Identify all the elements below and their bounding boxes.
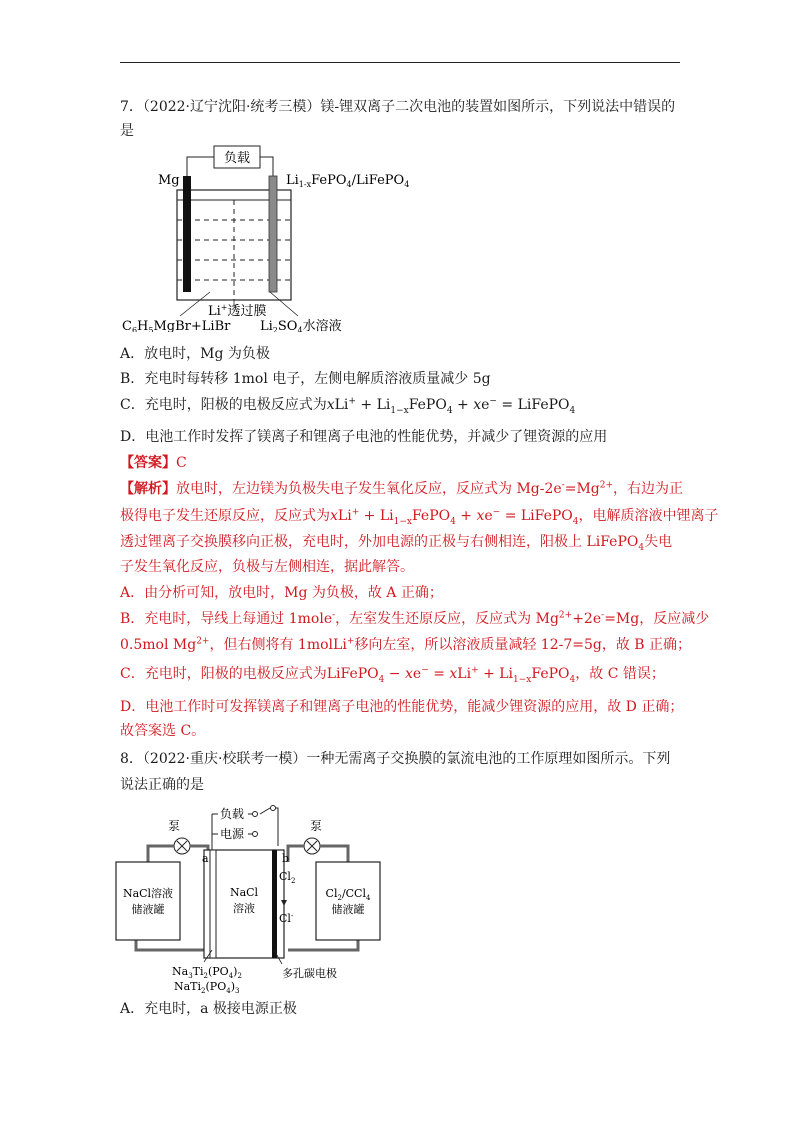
q7-option-c: C．充电时，阳极的电极反应式为$xLi^+ + Li_{1-x}FePO_4 + xe^-$ = LiFePO$_4$ xyxy=(120,396,576,416)
q7-right-solution-label: $Li_2SO_4$水溶液 xyxy=(260,319,342,332)
q8-middle-line1: NaCl xyxy=(229,886,259,899)
q7-stem-line2: 是 xyxy=(120,123,134,139)
q7-right-electrode-label: $Li_{1-x}FePO_4/LiFePO_4$ xyxy=(286,173,410,189)
q7-battery-diagram xyxy=(120,142,420,332)
q8-right-tank-line2: 储液罐 xyxy=(331,903,365,916)
q7-solution-c: C．充电时，阳极的电极反应式为LiFePO$_4$ − $xe^- = xLi^+ + Li_{1-x}FePO_4$，故 C 错误； xyxy=(120,665,665,685)
q7-load-label: 负载 xyxy=(223,151,251,166)
q8-stem-line2: 说法正确的是 xyxy=(120,777,204,793)
q8-pump-right-label: 泵 xyxy=(310,819,323,833)
q7-solution-d2: 故答案选 C。 xyxy=(120,723,206,739)
q8-load-label: 负载 xyxy=(220,807,245,821)
q7-analysis-line4: 子发生氧化反应，负极与左侧相连，据此解答。 xyxy=(120,559,414,575)
q7-left-solution-label: $C_6H_5MgBr+LiBr$ xyxy=(122,319,231,332)
q8-left-tank-line1: NaCl溶液 xyxy=(122,887,174,900)
q8-middle-line2: 溶液 xyxy=(233,902,255,915)
q8-left-electrode-line1: $Na_3Ti_2(PO_4)_2$ xyxy=(172,965,242,980)
answer-value: C xyxy=(176,455,187,471)
q7-membrane-label: Li+透过膜 xyxy=(208,303,267,319)
analysis-label: 【解析】 xyxy=(120,481,176,497)
q7-answer xyxy=(120,454,688,472)
q8-option-a: A．充电时，a 极接电源正极 xyxy=(120,1001,297,1017)
header-rule xyxy=(120,62,680,63)
q7-solution-d1: D．电池工作时可发挥镁离子和锂离子电池的性能优势，能减少锂资源的应用，故 D 正确； xyxy=(120,699,684,715)
q8-cl2-label: $Cl_2$ xyxy=(279,870,296,885)
q7-mg-label: Mg xyxy=(158,173,180,188)
q7-option-c-prefix: C．充电时，阳极的电极反应式为 xyxy=(120,397,327,413)
q7-stem-line1: 7．（2022·辽宁沈阳·统考三模）镁-锂双离子二次电池的装置如图所示，下列说法中错误的 xyxy=(120,99,676,115)
q7-option-d: D．电池工作时发挥了镁离子和锂离子电池的性能优势，并减少了锂资源的应用 xyxy=(120,429,608,445)
q8-right-tank-line1: $Cl_2/CCl_4$ xyxy=(325,887,371,902)
q7-analysis-line2: 极得电子发生还原反应，反应式为$xLi^+ + Li_{1-x}FePO_4 + xe^-$ = LiFePO$_4$，电解质溶液中锂离子 xyxy=(120,507,719,527)
q8-label-a: a xyxy=(202,852,209,865)
q8-pump-left-label: 泵 xyxy=(168,819,181,833)
q7-option-b: B．充电时每转移 1mol 电子，左侧电解质溶液质量减少 5g xyxy=(120,371,491,387)
q8-flow-battery-diagram xyxy=(112,800,402,995)
q7-analysis-line1: 【解析】放电时，左边镁为负极失电子发生氧化反应，反应式为 $Mg-2e^-=Mg^{2+}$，右边为正 xyxy=(120,480,684,497)
q8-left-tank-line2: 储液罐 xyxy=(131,903,165,916)
q7-solution-b1: B．充电时，导线上每通过 1mole-，左室发生还原反应，反应式为 $Mg^{2+}+2e^-=Mg$，反应减少 xyxy=(120,610,710,627)
q7-option-a: A．放电时，Mg 为负极 xyxy=(120,346,270,362)
q8-source-label: 电源 xyxy=(220,827,245,841)
q8-label-b: b xyxy=(282,852,290,865)
q7-solution-a: A．由分析可知，放电时，Mg 为负极，故 A 正确； xyxy=(120,585,443,601)
q8-left-electrode-line2: $NaTi_2(PO_4)_3$ xyxy=(174,980,240,995)
q7-analysis-line3: 透过锂离子交换膜移向正极，充电时，外加电源的正极与右侧相连，阳极上 LiFePO$_4$失电 xyxy=(120,534,673,553)
q7-solution-b2: 0.5mol $Mg^{2+}$，但右侧将有 1molLi+移向左室，所以溶液质量减轻 12-7=5g，故 B 正确； xyxy=(120,636,692,653)
q8-stem-line1: 8．（2022·重庆·校联考一模）一种无需离子交换膜的氯流电池的工作原理如图所示。下列 xyxy=(120,751,671,767)
q8-cl-minus-label: Cl- xyxy=(279,912,294,925)
q8-porous-electrode-label: 多孔碳电极 xyxy=(282,967,337,980)
answer-label: 【答案】 xyxy=(120,455,176,471)
